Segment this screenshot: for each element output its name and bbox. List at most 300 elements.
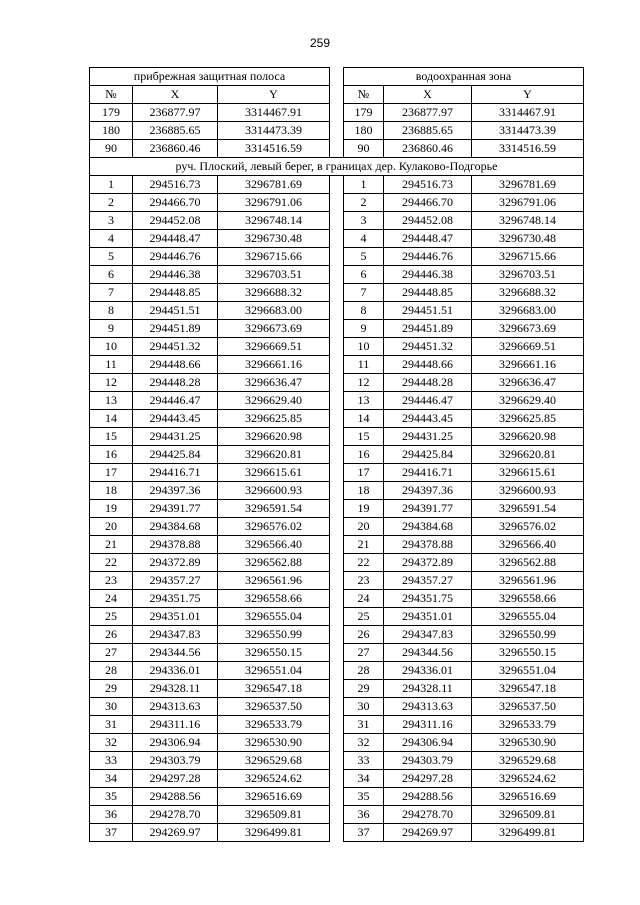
left-cell-number: 15: [90, 428, 133, 446]
right-cell-x: 294391.77: [384, 500, 472, 518]
right-cell-number: 1: [344, 176, 384, 194]
table-row: [90, 500, 584, 518]
right-cell-number: 179: [344, 104, 384, 122]
right-cell-y: 3296576.02: [472, 518, 584, 536]
column-gap: [330, 518, 344, 536]
right-cell-y: 3296669.51: [472, 338, 584, 356]
left-cell-x: 294384.68: [133, 518, 218, 536]
left-cell-x: 294448.85: [133, 284, 218, 302]
left-cell-number: 14: [90, 410, 133, 428]
left-cell-y: 3296615.61: [218, 464, 330, 482]
left-cell-x: 294446.38: [133, 266, 218, 284]
left-cell-x: 294297.28: [133, 770, 218, 788]
column-gap: [330, 104, 344, 122]
right-cell-x: 294416.71: [384, 464, 472, 482]
left-cell-number: 37: [90, 824, 133, 842]
left-cell-number: 4: [90, 230, 133, 248]
left-cell-x: 294351.01: [133, 608, 218, 626]
column-gap: [330, 698, 344, 716]
right-cell-y: 3296524.62: [472, 770, 584, 788]
left-cell-x: 294452.08: [133, 212, 218, 230]
column-gap: [330, 392, 344, 410]
left-cell-number: 18: [90, 482, 133, 500]
column-gap: [330, 230, 344, 248]
left-cell-number: 13: [90, 392, 133, 410]
left-cell-x: 294451.89: [133, 320, 218, 338]
right-cell-y: 3296703.51: [472, 266, 584, 284]
right-cell-y: 3314516.59: [472, 140, 584, 158]
right-cell-y: 3296629.40: [472, 392, 584, 410]
left-cell-number: 26: [90, 626, 133, 644]
right-header-number: №: [344, 86, 384, 104]
left-cell-number: 90: [90, 140, 133, 158]
table-row: [90, 176, 584, 194]
column-gap: [330, 302, 344, 320]
left-cell-x: 236885.65: [133, 122, 218, 140]
right-cell-number: 30: [344, 698, 384, 716]
left-cell-number: 21: [90, 536, 133, 554]
right-cell-y: 3296730.48: [472, 230, 584, 248]
right-cell-x: 294451.51: [384, 302, 472, 320]
right-cell-number: 180: [344, 122, 384, 140]
right-cell-x: 236885.65: [384, 122, 472, 140]
left-header-y: Y: [218, 86, 330, 104]
column-gap: [330, 374, 344, 392]
left-cell-number: 20: [90, 518, 133, 536]
section-title-row: [90, 158, 584, 176]
column-gap: [330, 122, 344, 140]
section-title: руч. Плоский, левый берег, в границах дер. Кулаково-Подгорье: [90, 158, 584, 176]
column-gap: [330, 68, 344, 86]
right-cell-x: 294344.56: [384, 644, 472, 662]
right-cell-x: 294451.89: [384, 320, 472, 338]
table-row: [90, 572, 584, 590]
table-row: [90, 122, 584, 140]
column-gap: [330, 608, 344, 626]
left-cell-y: 3296529.68: [218, 752, 330, 770]
table-row: [90, 536, 584, 554]
right-cell-y: 3296620.98: [472, 428, 584, 446]
right-cell-number: 19: [344, 500, 384, 518]
left-cell-number: 179: [90, 104, 133, 122]
left-cell-x: 294357.27: [133, 572, 218, 590]
right-cell-x: 294351.75: [384, 590, 472, 608]
right-cell-x: 294448.85: [384, 284, 472, 302]
right-cell-x: 236860.46: [384, 140, 472, 158]
table-row: [90, 410, 584, 428]
right-group-title: водоохранная зона: [344, 68, 584, 86]
right-cell-number: 37: [344, 824, 384, 842]
column-gap: [330, 734, 344, 752]
table-row: [90, 230, 584, 248]
left-cell-x: 294278.70: [133, 806, 218, 824]
right-cell-number: 3: [344, 212, 384, 230]
right-cell-x: 236877.97: [384, 104, 472, 122]
table-row: [90, 644, 584, 662]
left-cell-y: 3296730.48: [218, 230, 330, 248]
right-cell-number: 21: [344, 536, 384, 554]
right-cell-x: 294336.01: [384, 662, 472, 680]
left-cell-y: 3296537.50: [218, 698, 330, 716]
table-row: [90, 104, 584, 122]
left-cell-number: 19: [90, 500, 133, 518]
right-cell-y: 3296620.81: [472, 446, 584, 464]
right-cell-x: 294466.70: [384, 194, 472, 212]
table-row: [90, 662, 584, 680]
right-cell-y: 3296562.88: [472, 554, 584, 572]
right-cell-x: 294372.89: [384, 554, 472, 572]
right-cell-number: 33: [344, 752, 384, 770]
left-cell-y: 3296516.69: [218, 788, 330, 806]
right-cell-x: 294288.56: [384, 788, 472, 806]
table-row: [90, 320, 584, 338]
left-cell-number: 12: [90, 374, 133, 392]
column-gap: [330, 356, 344, 374]
right-cell-number: 24: [344, 590, 384, 608]
right-cell-number: 35: [344, 788, 384, 806]
table-row: [90, 806, 584, 824]
right-cell-number: 25: [344, 608, 384, 626]
table-row: [90, 788, 584, 806]
left-cell-y: 3296620.81: [218, 446, 330, 464]
right-cell-x: 294303.79: [384, 752, 472, 770]
right-cell-number: 7: [344, 284, 384, 302]
left-cell-number: 27: [90, 644, 133, 662]
right-cell-y: 3314467.91: [472, 104, 584, 122]
table-row: [90, 194, 584, 212]
right-cell-y: 3296615.61: [472, 464, 584, 482]
left-cell-number: 31: [90, 716, 133, 734]
column-gap: [330, 140, 344, 158]
left-cell-y: 3296558.66: [218, 590, 330, 608]
right-cell-y: 3296533.79: [472, 716, 584, 734]
right-cell-x: 294328.11: [384, 680, 472, 698]
column-gap: [330, 86, 344, 104]
left-cell-number: 7: [90, 284, 133, 302]
left-cell-y: 3296688.32: [218, 284, 330, 302]
right-cell-number: 14: [344, 410, 384, 428]
right-cell-x: 294516.73: [384, 176, 472, 194]
right-cell-number: 34: [344, 770, 384, 788]
left-cell-number: 29: [90, 680, 133, 698]
right-cell-number: 16: [344, 446, 384, 464]
left-cell-number: 8: [90, 302, 133, 320]
right-cell-x: 294384.68: [384, 518, 472, 536]
column-gap: [330, 500, 344, 518]
left-cell-number: 5: [90, 248, 133, 266]
table-row: [90, 338, 584, 356]
left-cell-x: 294328.11: [133, 680, 218, 698]
right-cell-number: 6: [344, 266, 384, 284]
left-cell-y: 3296600.93: [218, 482, 330, 500]
right-cell-x: 294448.47: [384, 230, 472, 248]
page-number: 259: [309, 36, 331, 50]
left-cell-y: 3296625.85: [218, 410, 330, 428]
column-gap: [330, 482, 344, 500]
left-cell-x: 294303.79: [133, 752, 218, 770]
left-cell-x: 294451.32: [133, 338, 218, 356]
left-cell-y: 3296547.18: [218, 680, 330, 698]
right-cell-x: 294443.45: [384, 410, 472, 428]
right-cell-number: 10: [344, 338, 384, 356]
right-cell-x: 294446.76: [384, 248, 472, 266]
right-cell-x: 294448.66: [384, 356, 472, 374]
left-cell-x: 294311.16: [133, 716, 218, 734]
right-cell-y: 3296625.85: [472, 410, 584, 428]
right-cell-number: 26: [344, 626, 384, 644]
column-gap: [330, 716, 344, 734]
column-gap: [330, 770, 344, 788]
right-cell-number: 22: [344, 554, 384, 572]
right-cell-x: 294278.70: [384, 806, 472, 824]
column-gap: [330, 590, 344, 608]
table-column-header-row: [90, 86, 584, 104]
left-cell-number: 34: [90, 770, 133, 788]
rows-before-section: [90, 104, 584, 158]
right-cell-y: 3296516.69: [472, 788, 584, 806]
left-cell-y: 3296576.02: [218, 518, 330, 536]
right-cell-number: 5: [344, 248, 384, 266]
left-cell-y: 3296550.99: [218, 626, 330, 644]
left-cell-y: 3296673.69: [218, 320, 330, 338]
table-row: [90, 140, 584, 158]
column-gap: [330, 212, 344, 230]
table-row: [90, 554, 584, 572]
right-cell-y: 3296555.04: [472, 608, 584, 626]
right-cell-y: 3296547.18: [472, 680, 584, 698]
right-cell-y: 3296791.06: [472, 194, 584, 212]
right-cell-x: 294397.36: [384, 482, 472, 500]
right-cell-number: 32: [344, 734, 384, 752]
left-cell-y: 3296669.51: [218, 338, 330, 356]
column-gap: [330, 320, 344, 338]
left-cell-number: 10: [90, 338, 133, 356]
right-cell-x: 294425.84: [384, 446, 472, 464]
column-gap: [330, 680, 344, 698]
left-cell-y: 3296791.06: [218, 194, 330, 212]
left-cell-x: 294451.51: [133, 302, 218, 320]
left-cell-y: 3296551.04: [218, 662, 330, 680]
table-row: [90, 770, 584, 788]
left-cell-y: 3314467.91: [218, 104, 330, 122]
table-row: [90, 590, 584, 608]
left-cell-y: 3296533.79: [218, 716, 330, 734]
right-cell-y: 3296550.15: [472, 644, 584, 662]
column-gap: [330, 266, 344, 284]
table-row: [90, 716, 584, 734]
rows-after-section: [90, 176, 584, 842]
left-cell-y: 3296748.14: [218, 212, 330, 230]
column-gap: [330, 572, 344, 590]
column-gap: [330, 248, 344, 266]
table-row: [90, 374, 584, 392]
right-cell-y: 3296551.04: [472, 662, 584, 680]
table-row: [90, 482, 584, 500]
right-cell-number: 18: [344, 482, 384, 500]
right-cell-x: 294297.28: [384, 770, 472, 788]
right-cell-number: 13: [344, 392, 384, 410]
left-cell-number: 180: [90, 122, 133, 140]
table-row: [90, 464, 584, 482]
column-gap: [330, 284, 344, 302]
table-row: [90, 212, 584, 230]
right-cell-y: 3296591.54: [472, 500, 584, 518]
right-cell-y: 3296683.00: [472, 302, 584, 320]
column-gap: [330, 194, 344, 212]
left-cell-y: 3296620.98: [218, 428, 330, 446]
right-cell-y: 3296566.40: [472, 536, 584, 554]
right-cell-x: 294452.08: [384, 212, 472, 230]
left-cell-number: 9: [90, 320, 133, 338]
left-cell-y: 3296530.90: [218, 734, 330, 752]
right-cell-y: 3314473.39: [472, 122, 584, 140]
right-cell-x: 294306.94: [384, 734, 472, 752]
column-gap: [330, 428, 344, 446]
left-cell-number: 22: [90, 554, 133, 572]
right-cell-x: 294451.32: [384, 338, 472, 356]
right-cell-x: 294313.63: [384, 698, 472, 716]
table-row: [90, 752, 584, 770]
table-row: [90, 626, 584, 644]
right-cell-number: 9: [344, 320, 384, 338]
table-row: [90, 824, 584, 842]
right-cell-y: 3296499.81: [472, 824, 584, 842]
column-gap: [330, 752, 344, 770]
right-cell-y: 3296636.47: [472, 374, 584, 392]
right-cell-x: 294446.38: [384, 266, 472, 284]
left-cell-number: 17: [90, 464, 133, 482]
left-cell-x: 294448.66: [133, 356, 218, 374]
column-gap: [330, 536, 344, 554]
left-cell-number: 33: [90, 752, 133, 770]
left-cell-y: 3296636.47: [218, 374, 330, 392]
right-cell-number: 20: [344, 518, 384, 536]
column-gap: [330, 410, 344, 428]
left-cell-number: 11: [90, 356, 133, 374]
left-cell-x: 294516.73: [133, 176, 218, 194]
right-cell-x: 294446.47: [384, 392, 472, 410]
column-gap: [330, 806, 344, 824]
left-cell-number: 24: [90, 590, 133, 608]
right-cell-number: 8: [344, 302, 384, 320]
right-header-x: X: [384, 86, 472, 104]
column-gap: [330, 446, 344, 464]
left-cell-y: 3296561.96: [218, 572, 330, 590]
right-cell-number: 36: [344, 806, 384, 824]
right-cell-number: 15: [344, 428, 384, 446]
right-cell-number: 11: [344, 356, 384, 374]
left-cell-number: 35: [90, 788, 133, 806]
left-cell-y: 3296555.04: [218, 608, 330, 626]
right-cell-x: 294351.01: [384, 608, 472, 626]
table-row: [90, 356, 584, 374]
left-cell-y: 3296562.88: [218, 554, 330, 572]
left-cell-y: 3296566.40: [218, 536, 330, 554]
right-cell-number: 2: [344, 194, 384, 212]
right-cell-y: 3296781.69: [472, 176, 584, 194]
left-cell-x: 236877.97: [133, 104, 218, 122]
table-row: [90, 266, 584, 284]
right-cell-y: 3296715.66: [472, 248, 584, 266]
right-cell-number: 29: [344, 680, 384, 698]
right-cell-y: 3296537.50: [472, 698, 584, 716]
left-cell-x: 294378.88: [133, 536, 218, 554]
left-cell-y: 3296591.54: [218, 500, 330, 518]
left-cell-number: 6: [90, 266, 133, 284]
left-cell-x: 294288.56: [133, 788, 218, 806]
right-cell-number: 31: [344, 716, 384, 734]
right-cell-y: 3296600.93: [472, 482, 584, 500]
left-cell-x: 294306.94: [133, 734, 218, 752]
right-header-y: Y: [472, 86, 584, 104]
left-cell-x: 294446.76: [133, 248, 218, 266]
column-gap: [330, 662, 344, 680]
right-cell-number: 27: [344, 644, 384, 662]
column-gap: [330, 464, 344, 482]
right-cell-y: 3296529.68: [472, 752, 584, 770]
left-cell-number: 25: [90, 608, 133, 626]
right-cell-y: 3296558.66: [472, 590, 584, 608]
left-cell-x: 294347.83: [133, 626, 218, 644]
table-row: [90, 518, 584, 536]
left-cell-x: 294372.89: [133, 554, 218, 572]
left-cell-y: 3296715.66: [218, 248, 330, 266]
right-cell-number: 23: [344, 572, 384, 590]
right-cell-number: 28: [344, 662, 384, 680]
left-cell-x: 294443.45: [133, 410, 218, 428]
left-cell-number: 32: [90, 734, 133, 752]
table-group-header-row: [90, 68, 584, 86]
right-cell-x: 294269.97: [384, 824, 472, 842]
left-cell-y: 3296524.62: [218, 770, 330, 788]
left-cell-x: 294397.36: [133, 482, 218, 500]
left-cell-x: 294336.01: [133, 662, 218, 680]
left-cell-x: 294425.84: [133, 446, 218, 464]
left-cell-x: 294269.97: [133, 824, 218, 842]
left-cell-y: 3296683.00: [218, 302, 330, 320]
right-cell-x: 294357.27: [384, 572, 472, 590]
left-cell-x: 294344.56: [133, 644, 218, 662]
left-cell-x: 294416.71: [133, 464, 218, 482]
table-row: [90, 698, 584, 716]
right-cell-number: 12: [344, 374, 384, 392]
table-row: [90, 284, 584, 302]
column-gap: [330, 626, 344, 644]
left-cell-number: 23: [90, 572, 133, 590]
left-cell-number: 1: [90, 176, 133, 194]
left-cell-y: 3296703.51: [218, 266, 330, 284]
left-cell-x: 236860.46: [133, 140, 218, 158]
left-cell-x: 294351.75: [133, 590, 218, 608]
left-cell-x: 294446.47: [133, 392, 218, 410]
right-cell-y: 3296509.81: [472, 806, 584, 824]
left-cell-y: 3296550.15: [218, 644, 330, 662]
left-cell-x: 294431.25: [133, 428, 218, 446]
left-cell-y: 3296781.69: [218, 176, 330, 194]
column-gap: [330, 644, 344, 662]
table-row: [90, 392, 584, 410]
column-gap: [330, 824, 344, 842]
right-cell-y: 3296561.96: [472, 572, 584, 590]
left-cell-y: 3296629.40: [218, 392, 330, 410]
table-row: [90, 446, 584, 464]
right-cell-y: 3296748.14: [472, 212, 584, 230]
left-cell-y: 3314516.59: [218, 140, 330, 158]
left-cell-y: 3296661.16: [218, 356, 330, 374]
left-header-number: №: [90, 86, 133, 104]
left-group-title: прибрежная защитная полоса: [90, 68, 330, 86]
left-cell-x: 294313.63: [133, 698, 218, 716]
